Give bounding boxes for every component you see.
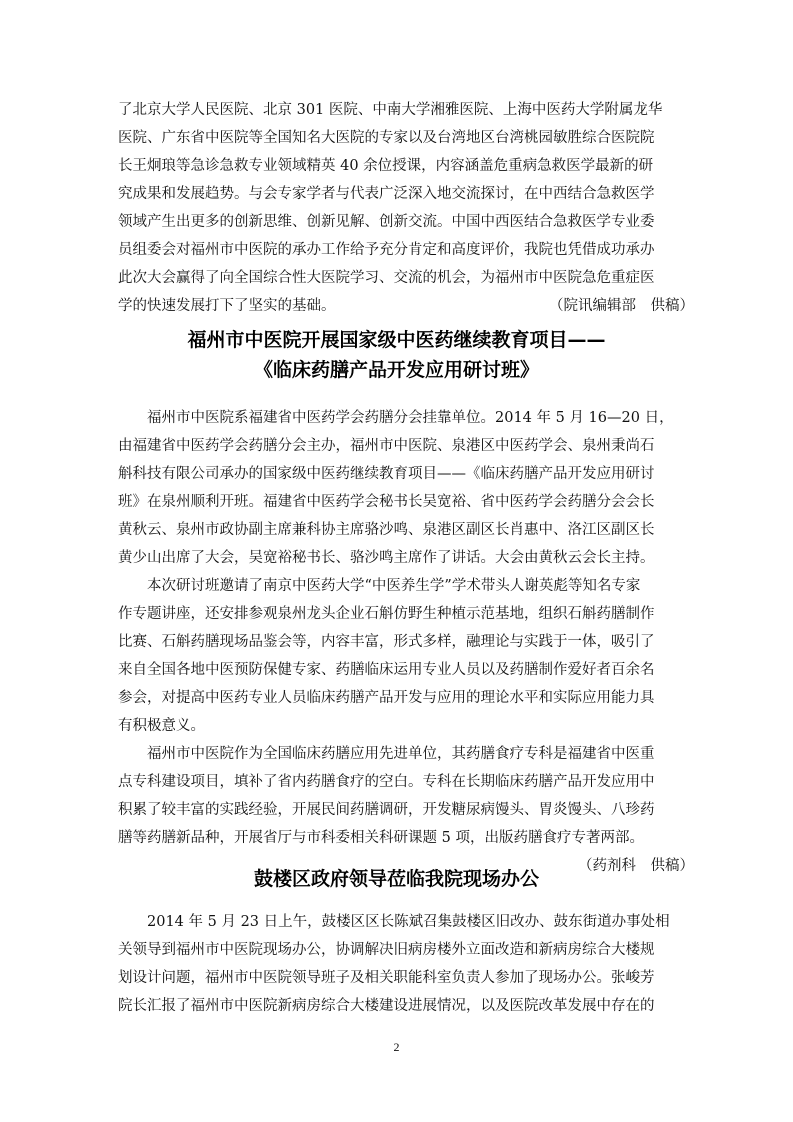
body-line: 积累了较丰富的实践经验，开展民间药膳调研，开发糖尿病馒头、胃炎馒头、八珍药 [118, 802, 655, 818]
body-line: 由福建省中医药学会药膳分会主办，福州市中医院、泉港区中医药学会、泉州秉尚石 [118, 438, 655, 454]
body-line: 来自全国各地中医预防保健专家、药膳临床运用专业人员以及药膳制作爱好者百余名 [118, 662, 655, 678]
body-line: 此次大会赢得了向全国综合性大医院学习、交流的机会，为福州市中医院急危重症医 [118, 270, 655, 286]
article-2-title-line-1: 福州市中医院开展国家级中医药继续教育项目—— [187, 329, 606, 351]
page-number: 2 [393, 1040, 400, 1054]
body-line: 领域产生出更多的创新思维、创新见解、创新交流。中国中西医结合急救医学专业委 [118, 214, 655, 230]
body-line: 了北京大学人民医院、北京 301 医院、中南大学湘雅医院、上海中医药大学附属龙华 [118, 102, 663, 118]
body-line: 黄少山出席了大会，吴宽裕秘书长、骆沙鸣主席作了讲话。大会由黄秋云会长主持。 [118, 550, 655, 566]
body-line: 点专科建设项目，填补了省内药膳食疗的空白。专科在长期临床药膳产品开发应用中 [118, 774, 655, 790]
article-1-body [118, 96, 694, 320]
body-line: 福州市中医院作为全国临床药膳应用先进单位，其药膳食疗专科是福建省中医重 [147, 746, 655, 762]
article-3-body [118, 908, 694, 1020]
body-line: 究成果和发展趋势。与会专家学者与代表广泛深入地交流探讨，在中西结合急救医学 [118, 186, 655, 202]
body-line: 有积极意义。 [118, 718, 205, 734]
body-line: 员组委会对福州市中医院的承办工作给予充分肯定和高度评价，我院也凭借成功承办 [118, 242, 655, 258]
body-line: 院长汇报了福州市中医院新病房综合大楼建设进展情况，以及医院改革发展中存在的 [118, 998, 655, 1014]
body-line: 参会，对提高中医药专业人员临床药膳产品开发与应用的理论水平和实际应用能力具 [118, 690, 655, 706]
paragraph [118, 572, 694, 740]
body-line: 黄秋云、泉州市政协副主席兼科协主席骆沙鸣、泉港区副区长肖惠中、洛江区副区长 [118, 522, 655, 538]
body-line: 划设计问题，福州市中医院领导班子及相关职能科室负责人参加了现场办公。张峻芳 [118, 970, 655, 986]
body-line: 2014 年 5 月 23 日上午，鼓楼区区长陈斌召集鼓楼区旧改办、鼓东街道办事处相 [147, 914, 670, 930]
body-line: 斛科技有限公司承办的国家级中医药继续教育项目——《临床药膳产品开发应用研讨 [118, 466, 655, 482]
body-line: 关领导到福州市中医院现场办公，协调解决旧病房楼外立面改造和新病房综合大楼规 [118, 942, 655, 958]
body-line: 班》在泉州顺利开班。福建省中医药学会秘书长吴宽裕、省中医药学会药膳分会会长 [118, 494, 655, 510]
article-2-body [118, 404, 694, 880]
article-1-credit: （院讯编辑部 供稿） [549, 298, 694, 314]
paragraph [118, 740, 694, 852]
body-line: 比赛、石斛药膳现场品鉴会等，内容丰富，形式多样，融理论与实践于一体，吸引了 [118, 634, 655, 650]
body-line: 学的快速发展打下了坚实的基础。 [118, 298, 336, 314]
article-2-title-line-2: 《临床药膳产品开发应用研讨班》 [253, 359, 539, 381]
body-line: 作专题讲座，还安排参观泉州龙头企业石斛仿野生种植示范基地，组织石斛药膳制作 [118, 606, 655, 622]
body-line: 本次研讨班邀请了南京中医药大学“中医养生学”学术带头人谢英彪等知名专家 [147, 578, 641, 594]
body-line: 长王炯琅等急诊急救专业领域精英 40 余位授课，内容涵盖危重病急救医学最新的研 [118, 158, 654, 174]
article-3-title: 鼓楼区政府领导莅临我院现场办公 [253, 868, 539, 890]
article-2-credit: （药剂科 供稿） [578, 858, 694, 874]
paragraph [118, 404, 694, 572]
body-line: 医院、广东省中医院等全国知名大医院的专家以及台湾地区台湾桃园敏胜综合医院院 [118, 130, 655, 146]
body-line: 福州市中医院系福建省中医药学会药膳分会挂靠单位。2014 年 5 月 16—20 日， [147, 410, 674, 426]
body-line: 膳等药膳新品种，开展省厅与市科委相关科研课题 5 项，出版药膳食疗专著两部。 [118, 830, 644, 846]
